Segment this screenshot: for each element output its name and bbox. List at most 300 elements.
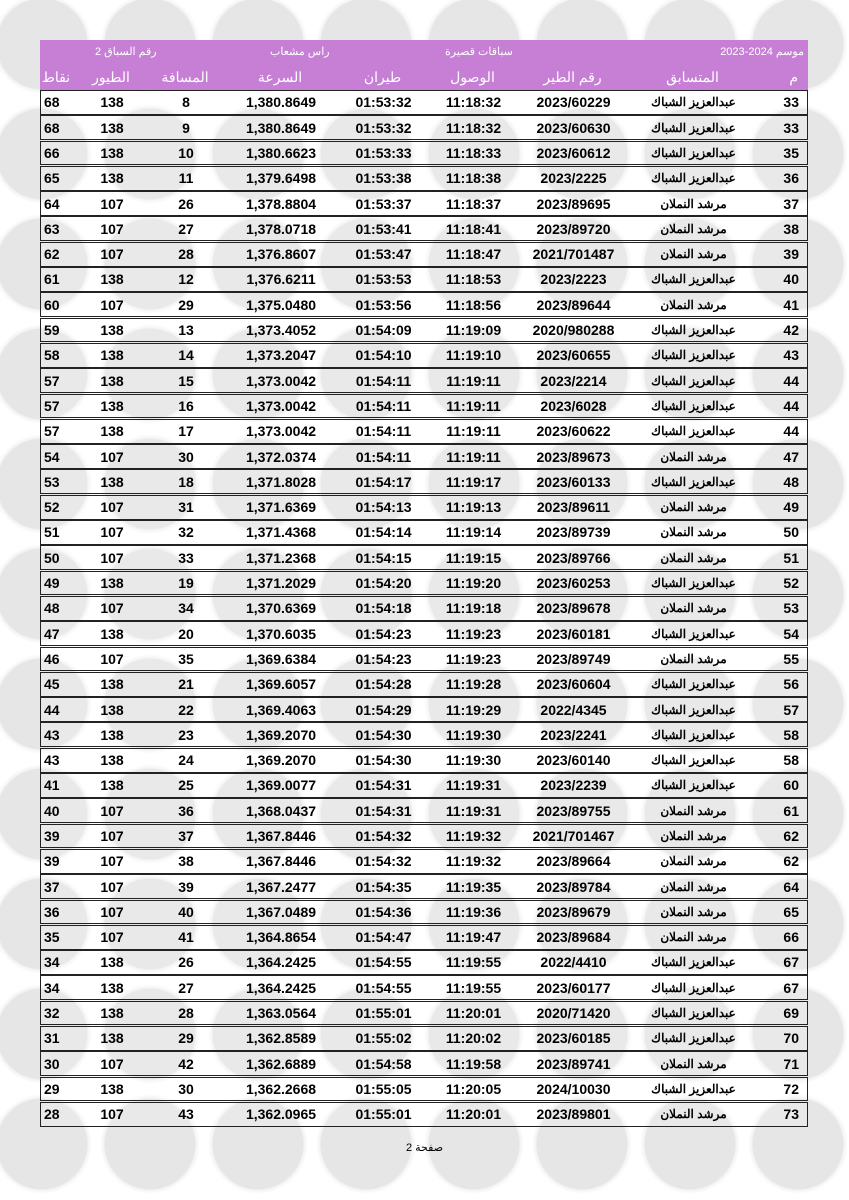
cell-ring-number: 2023/60604 [536,676,611,693]
cell-arrival: 11:19:11 [446,448,501,465]
cell-birds: 138 [100,701,124,718]
cell-rank: 35 [783,144,799,161]
cell-speed: 1,362.8589 [245,1030,317,1047]
table-row [40,141,808,166]
cell-arrival: 11:18:56 [445,296,502,313]
cell-competitor: مرشد النملان [660,651,727,666]
cell-points: 57 [44,423,60,440]
cell-ring-number: 2023/89679 [536,903,611,920]
cell-birds: 138 [100,170,124,187]
table-row [40,419,808,444]
page-number: صفحة 2 [405,1142,444,1154]
cell-distance: 30 [178,1080,194,1097]
cell-points: 57 [44,397,60,414]
cell-ring-number: 2023/2241 [540,726,607,743]
cell-birds: 138 [100,322,124,339]
cell-birds: 138 [100,726,124,743]
cell-flight-time: 01:53:33 [355,144,412,161]
table-row [40,596,808,621]
table-row [40,191,808,216]
cell-ring-number: 2023/89678 [536,600,611,617]
cell-distance: 9 [182,119,190,136]
cell-competitor: عبدالعزيز الشباك [651,626,736,641]
cell-arrival: 11:19:36 [445,903,502,920]
cell-birds: 107 [100,650,124,667]
cell-birds: 107 [100,195,124,212]
cell-arrival: 11:19:13 [445,499,502,516]
cell-ring-number: 2020/980288 [532,322,615,339]
table-row [40,900,808,925]
cell-flight-time: 01:54:11 [355,397,412,414]
cell-rank: 58 [783,752,799,769]
cell-competitor: عبدالعزيز الشباك [651,120,736,135]
cell-points: 64 [44,195,60,212]
cell-competitor: مرشد النملان [660,1107,727,1122]
cell-competitor: مرشد النملان [660,500,727,515]
cell-speed: 1,373.4052 [245,322,317,339]
cell-speed: 1,371.2368 [245,549,317,566]
cell-competitor: مرشد النملان [660,601,727,616]
cell-points: 51 [44,524,60,541]
table-row [40,950,808,975]
cell-arrival: 11:18:32 [445,119,502,136]
cell-flight-time: 01:54:31 [355,802,412,819]
cell-arrival: 11:19:10 [445,347,502,364]
cell-birds: 107 [100,448,124,465]
cell-distance: 18 [178,473,194,490]
cell-rank: 56 [783,676,799,693]
cell-competitor: مرشد النملان [660,525,727,540]
cell-ring-number: 2023/2223 [540,271,607,288]
cell-flight-time: 01:54:17 [355,473,412,490]
cell-points: 60 [44,296,60,313]
cell-birds: 138 [100,1080,124,1097]
cell-distance: 12 [178,271,194,288]
cell-rank: 60 [783,777,799,794]
cell-speed: 1,369.6384 [245,650,317,667]
cell-competitor: عبدالعزيز الشباك [651,1081,736,1096]
cell-arrival: 11:18:38 [445,170,502,187]
cell-rank: 38 [783,220,799,237]
cell-competitor: عبدالعزيز الشباك [651,373,736,388]
cell-distance: 38 [178,853,194,870]
cell-speed: 1,370.6035 [245,625,317,642]
cell-birds: 107 [100,296,124,313]
cell-birds: 107 [100,524,124,541]
cell-ring-number: 2023/60185 [536,1030,611,1047]
cell-speed: 1,376.8607 [245,246,317,263]
cell-birds: 138 [100,271,124,288]
table-row [40,672,808,697]
cell-rank: 47 [783,448,799,465]
cell-points: 62 [44,246,60,263]
table-row [40,115,808,140]
cell-speed: 1,369.2070 [245,752,317,769]
cell-speed: 1,369.4063 [245,701,317,718]
cell-birds: 138 [100,1005,124,1022]
cell-distance: 33 [178,549,194,566]
cell-rank: 37 [783,195,799,212]
cell-ring-number: 2023/60622 [536,423,611,440]
table-row [40,166,808,191]
cell-speed: 1,371.8028 [245,473,317,490]
cell-rank: 62 [783,853,799,870]
cell-birds: 107 [100,220,124,237]
cell-competitor: عبدالعزيز الشباك [651,1006,736,1021]
cell-speed: 1,380.8649 [245,94,317,111]
cell-rank: 44 [783,423,799,440]
cell-speed: 1,378.8804 [245,195,317,212]
cell-rank: 55 [783,650,799,667]
cell-points: 66 [44,144,60,161]
cell-rank: 36 [783,170,799,187]
cell-points: 34 [44,979,60,996]
cell-speed: 1,371.6369 [245,499,317,516]
cell-birds: 107 [100,853,124,870]
cell-speed: 1,375.0480 [245,296,317,313]
cell-rank: 42 [783,322,799,339]
cell-points: 32 [44,1005,60,1022]
race-info-row [40,40,808,64]
column-header-distance: المسافة [161,68,209,85]
cell-birds: 138 [100,397,124,414]
cell-birds: 107 [100,499,124,516]
cell-birds: 107 [100,828,124,844]
cell-arrival: 11:18:47 [445,246,502,263]
cell-arrival: 11:20:02 [445,1030,502,1047]
cell-flight-time: 01:53:32 [355,94,412,111]
column-header-birds: الطيور [92,68,130,85]
column-header-ring-number: رقم الطير [543,68,602,85]
cell-arrival: 11:19:11 [446,372,501,389]
cell-rank: 48 [783,473,799,490]
cell-rank: 44 [783,372,799,389]
cell-birds: 138 [100,94,124,111]
cell-flight-time: 01:54:32 [355,853,412,870]
cell-speed: 1,368.0437 [245,802,317,819]
cell-distance: 17 [178,423,194,440]
cell-ring-number: 2023/60133 [536,473,611,490]
cell-ring-number: 2023/60181 [536,625,611,642]
cell-distance: 21 [178,676,194,693]
cell-competitor: عبدالعزيز الشباك [651,778,736,793]
cell-competitor: عبدالعزيز الشباك [651,398,736,413]
cell-arrival: 11:19:11 [446,397,501,414]
table-row [40,90,808,115]
table-row [40,571,808,596]
cell-speed: 1,367.8446 [245,853,317,870]
cell-distance: 10 [178,144,194,161]
cell-competitor: عبدالعزيز الشباك [651,1031,736,1046]
cell-speed: 1,380.6623 [245,144,317,161]
cell-competitor: عبدالعزيز الشباك [651,980,736,995]
cell-rank: 71 [783,1055,799,1072]
table-row [40,292,808,317]
cell-birds: 138 [100,625,124,642]
cell-speed: 1,364.2425 [245,954,317,971]
cell-rank: 73 [783,1106,799,1123]
cell-birds: 138 [100,144,124,161]
cell-ring-number: 2021/701467 [532,828,615,844]
cell-competitor: عبدالعزيز الشباك [651,702,736,717]
table-row [40,874,808,899]
cell-points: 61 [44,271,60,288]
cell-flight-time: 01:54:58 [355,1055,412,1072]
cell-distance: 13 [178,322,194,339]
cell-ring-number: 2023/60630 [536,119,611,136]
cell-distance: 25 [178,777,194,794]
cell-birds: 107 [100,802,124,819]
cell-ring-number: 2023/89611 [536,499,611,516]
cell-competitor: عبدالعزيز الشباك [651,272,736,287]
cell-ring-number: 2023/60655 [536,347,611,364]
cell-arrival: 11:20:01 [445,1005,502,1022]
cell-rank: 62 [783,828,799,844]
table-row [40,216,808,241]
cell-rank: 70 [783,1030,799,1047]
cell-rank: 43 [783,347,799,364]
cell-arrival: 11:18:32 [445,94,502,111]
cell-speed: 1,363.0564 [245,1005,317,1022]
cell-ring-number: 2023/89755 [536,802,611,819]
cell-distance: 40 [178,903,194,920]
cell-flight-time: 01:53:56 [355,296,412,313]
cell-arrival: 11:19:47 [445,929,502,946]
season-label: موسم 2024-2023 [720,46,804,58]
cell-flight-time: 01:53:32 [355,119,412,136]
cell-rank: 39 [783,246,799,263]
cell-distance: 39 [178,878,194,895]
cell-points: 46 [44,650,60,667]
cell-flight-time: 01:55:02 [355,1030,412,1047]
table-row [40,773,808,798]
cell-distance: 8 [182,94,190,111]
table-row [40,444,808,469]
cell-birds: 138 [100,372,124,389]
cell-competitor: عبدالعزيز الشباك [651,95,736,110]
cell-points: 49 [44,575,60,592]
cell-competitor: عبدالعزيز الشباك [651,727,736,742]
cell-points: 57 [44,372,60,389]
cell-competitor: مرشد النملان [660,1056,727,1071]
cell-competitor: مرشد النملان [660,930,727,945]
cell-speed: 1,373.0042 [245,397,317,414]
cell-flight-time: 01:54:14 [355,524,412,541]
cell-points: 39 [44,828,60,844]
cell-rank: 61 [783,802,799,819]
cell-birds: 138 [100,347,124,364]
cell-points: 52 [44,499,60,516]
cell-birds: 107 [100,1106,124,1123]
table-row [40,1001,808,1026]
cell-birds: 138 [100,979,124,996]
cell-speed: 1,364.8654 [245,929,317,946]
cell-points: 45 [44,676,60,693]
table-row [40,621,808,646]
cell-ring-number: 2021/701487 [532,246,615,263]
cell-competitor: مرشد النملان [660,803,727,818]
cell-rank: 66 [783,929,799,946]
cell-rank: 53 [783,600,799,617]
cell-flight-time: 01:54:36 [355,903,412,920]
cell-arrival: 11:19:18 [445,600,502,617]
cell-birds: 138 [100,575,124,592]
cell-arrival: 11:19:30 [445,752,502,769]
cell-arrival: 11:20:01 [445,1106,502,1123]
cell-competitor: عبدالعزيز الشباك [651,348,736,363]
cell-flight-time: 01:54:11 [355,448,412,465]
cell-ring-number: 2023/89664 [536,853,611,870]
cell-points: 58 [44,347,60,364]
table-row [40,242,808,267]
cell-arrival: 11:19:55 [445,979,502,996]
cell-distance: 29 [178,296,194,313]
table-row [40,748,808,773]
cell-rank: 58 [783,726,799,743]
cell-ring-number: 2023/89749 [536,650,611,667]
cell-arrival: 11:19:32 [445,828,502,844]
cell-ring-number: 2023/60253 [536,575,611,592]
cell-birds: 107 [100,903,124,920]
cell-flight-time: 01:54:32 [355,828,412,844]
table-row [40,925,808,950]
cell-ring-number: 2023/60612 [536,144,611,161]
race-number-label: رقم السباق 2 [95,46,157,58]
cell-arrival: 11:19:31 [445,802,502,819]
cell-distance: 29 [178,1030,194,1047]
cell-competitor: مرشد النملان [660,904,727,919]
cell-distance: 34 [178,600,194,617]
cell-arrival: 11:19:28 [445,676,502,693]
table-row [40,520,808,545]
cell-competitor: عبدالعزيز الشباك [651,145,736,160]
cell-birds: 107 [100,600,124,617]
cell-arrival: 11:18:37 [445,195,502,212]
cell-points: 30 [44,1055,60,1072]
cell-speed: 1,362.6889 [245,1055,317,1072]
cell-flight-time: 01:54:13 [355,499,412,516]
cell-distance: 43 [178,1106,194,1123]
cell-arrival: 11:18:53 [445,271,502,288]
cell-birds: 138 [100,752,124,769]
cell-distance: 32 [178,524,194,541]
cell-competitor: عبدالعزيز الشباك [651,474,736,489]
cell-distance: 30 [178,448,194,465]
cell-rank: 65 [783,903,799,920]
cell-speed: 1,379.6498 [245,170,317,187]
cell-arrival: 11:19:23 [445,625,502,642]
cell-ring-number: 2023/89695 [536,195,611,212]
cell-distance: 20 [178,625,194,642]
location-label: راس مشعاب [270,46,330,58]
cell-ring-number: 2023/89684 [536,929,611,946]
cell-flight-time: 01:54:30 [355,726,412,743]
cell-distance: 28 [178,1005,194,1022]
cell-competitor: عبدالعزيز الشباك [651,753,736,768]
results-table [40,40,808,1127]
cell-speed: 1,369.2070 [245,726,317,743]
cell-competitor: عبدالعزيز الشباك [651,677,736,692]
cell-rank: 49 [783,499,799,516]
cell-arrival: 11:19:32 [445,853,502,870]
cell-distance: 28 [178,246,194,263]
cell-flight-time: 01:54:09 [355,322,412,339]
cell-flight-time: 01:54:55 [355,979,412,996]
table-row [40,697,808,722]
cell-competitor: مرشد النملان [660,449,727,464]
cell-distance: 42 [178,1055,194,1072]
column-header-points: نقاط [41,68,71,85]
cell-ring-number: 2023/89720 [536,220,611,237]
cell-rank: 44 [783,397,799,414]
cell-points: 28 [44,1106,60,1123]
cell-ring-number: 2023/60229 [536,94,611,111]
cell-rank: 33 [783,94,799,111]
cell-points: 29 [44,1080,60,1097]
cell-ring-number: 2022/4410 [540,954,607,971]
cell-birds: 138 [100,1030,124,1047]
column-header-competitor: المتسابق [666,68,719,85]
cell-points: 34 [44,954,60,971]
cell-points: 43 [44,752,60,769]
cell-arrival: 11:20:05 [445,1080,502,1097]
cell-rank: 64 [783,878,799,895]
cell-points: 65 [44,170,60,187]
cell-distance: 26 [178,195,194,212]
cell-rank: 51 [783,549,799,566]
cell-competitor: عبدالعزيز الشباك [651,424,736,439]
cell-points: 50 [44,549,60,566]
table-row [40,495,808,520]
cell-distance: 27 [178,979,194,996]
cell-competitor: مرشد النملان [660,297,727,312]
cell-points: 54 [44,448,60,465]
cell-rank: 72 [783,1080,799,1097]
cell-points: 41 [44,777,60,794]
cell-birds: 107 [100,549,124,566]
cell-rank: 67 [783,979,799,996]
cell-rank: 50 [783,524,799,541]
cell-flight-time: 01:54:11 [355,372,412,389]
cell-ring-number: 2023/89741 [536,1055,611,1072]
cell-points: 35 [44,929,60,946]
cell-points: 39 [44,853,60,870]
table-row [40,975,808,1000]
cell-ring-number: 2023/89801 [536,1106,611,1123]
table-row [40,1051,808,1076]
cell-flight-time: 01:53:37 [355,195,412,212]
cell-speed: 1,380.8649 [245,119,317,136]
cell-ring-number: 2023/89673 [536,448,611,465]
table-row [40,722,808,747]
cell-arrival: 11:19:14 [445,524,502,541]
cell-arrival: 11:18:41 [445,220,502,237]
cell-distance: 14 [178,347,194,364]
cell-arrival: 11:19:09 [445,322,502,339]
cell-ring-number: 2023/6028 [540,397,607,414]
cell-speed: 1,367.2477 [245,878,317,895]
table-row [40,1077,808,1102]
cell-rank: 69 [783,1005,799,1022]
cell-arrival: 11:19:29 [445,701,502,718]
cell-speed: 1,370.6369 [245,600,317,617]
cell-points: 36 [44,903,60,920]
cell-competitor: مرشد النملان [660,879,727,894]
cell-flight-time: 01:54:10 [355,347,412,364]
column-header-arrival: الوصول [450,68,495,85]
table-row [40,469,808,494]
cell-distance: 19 [178,575,194,592]
